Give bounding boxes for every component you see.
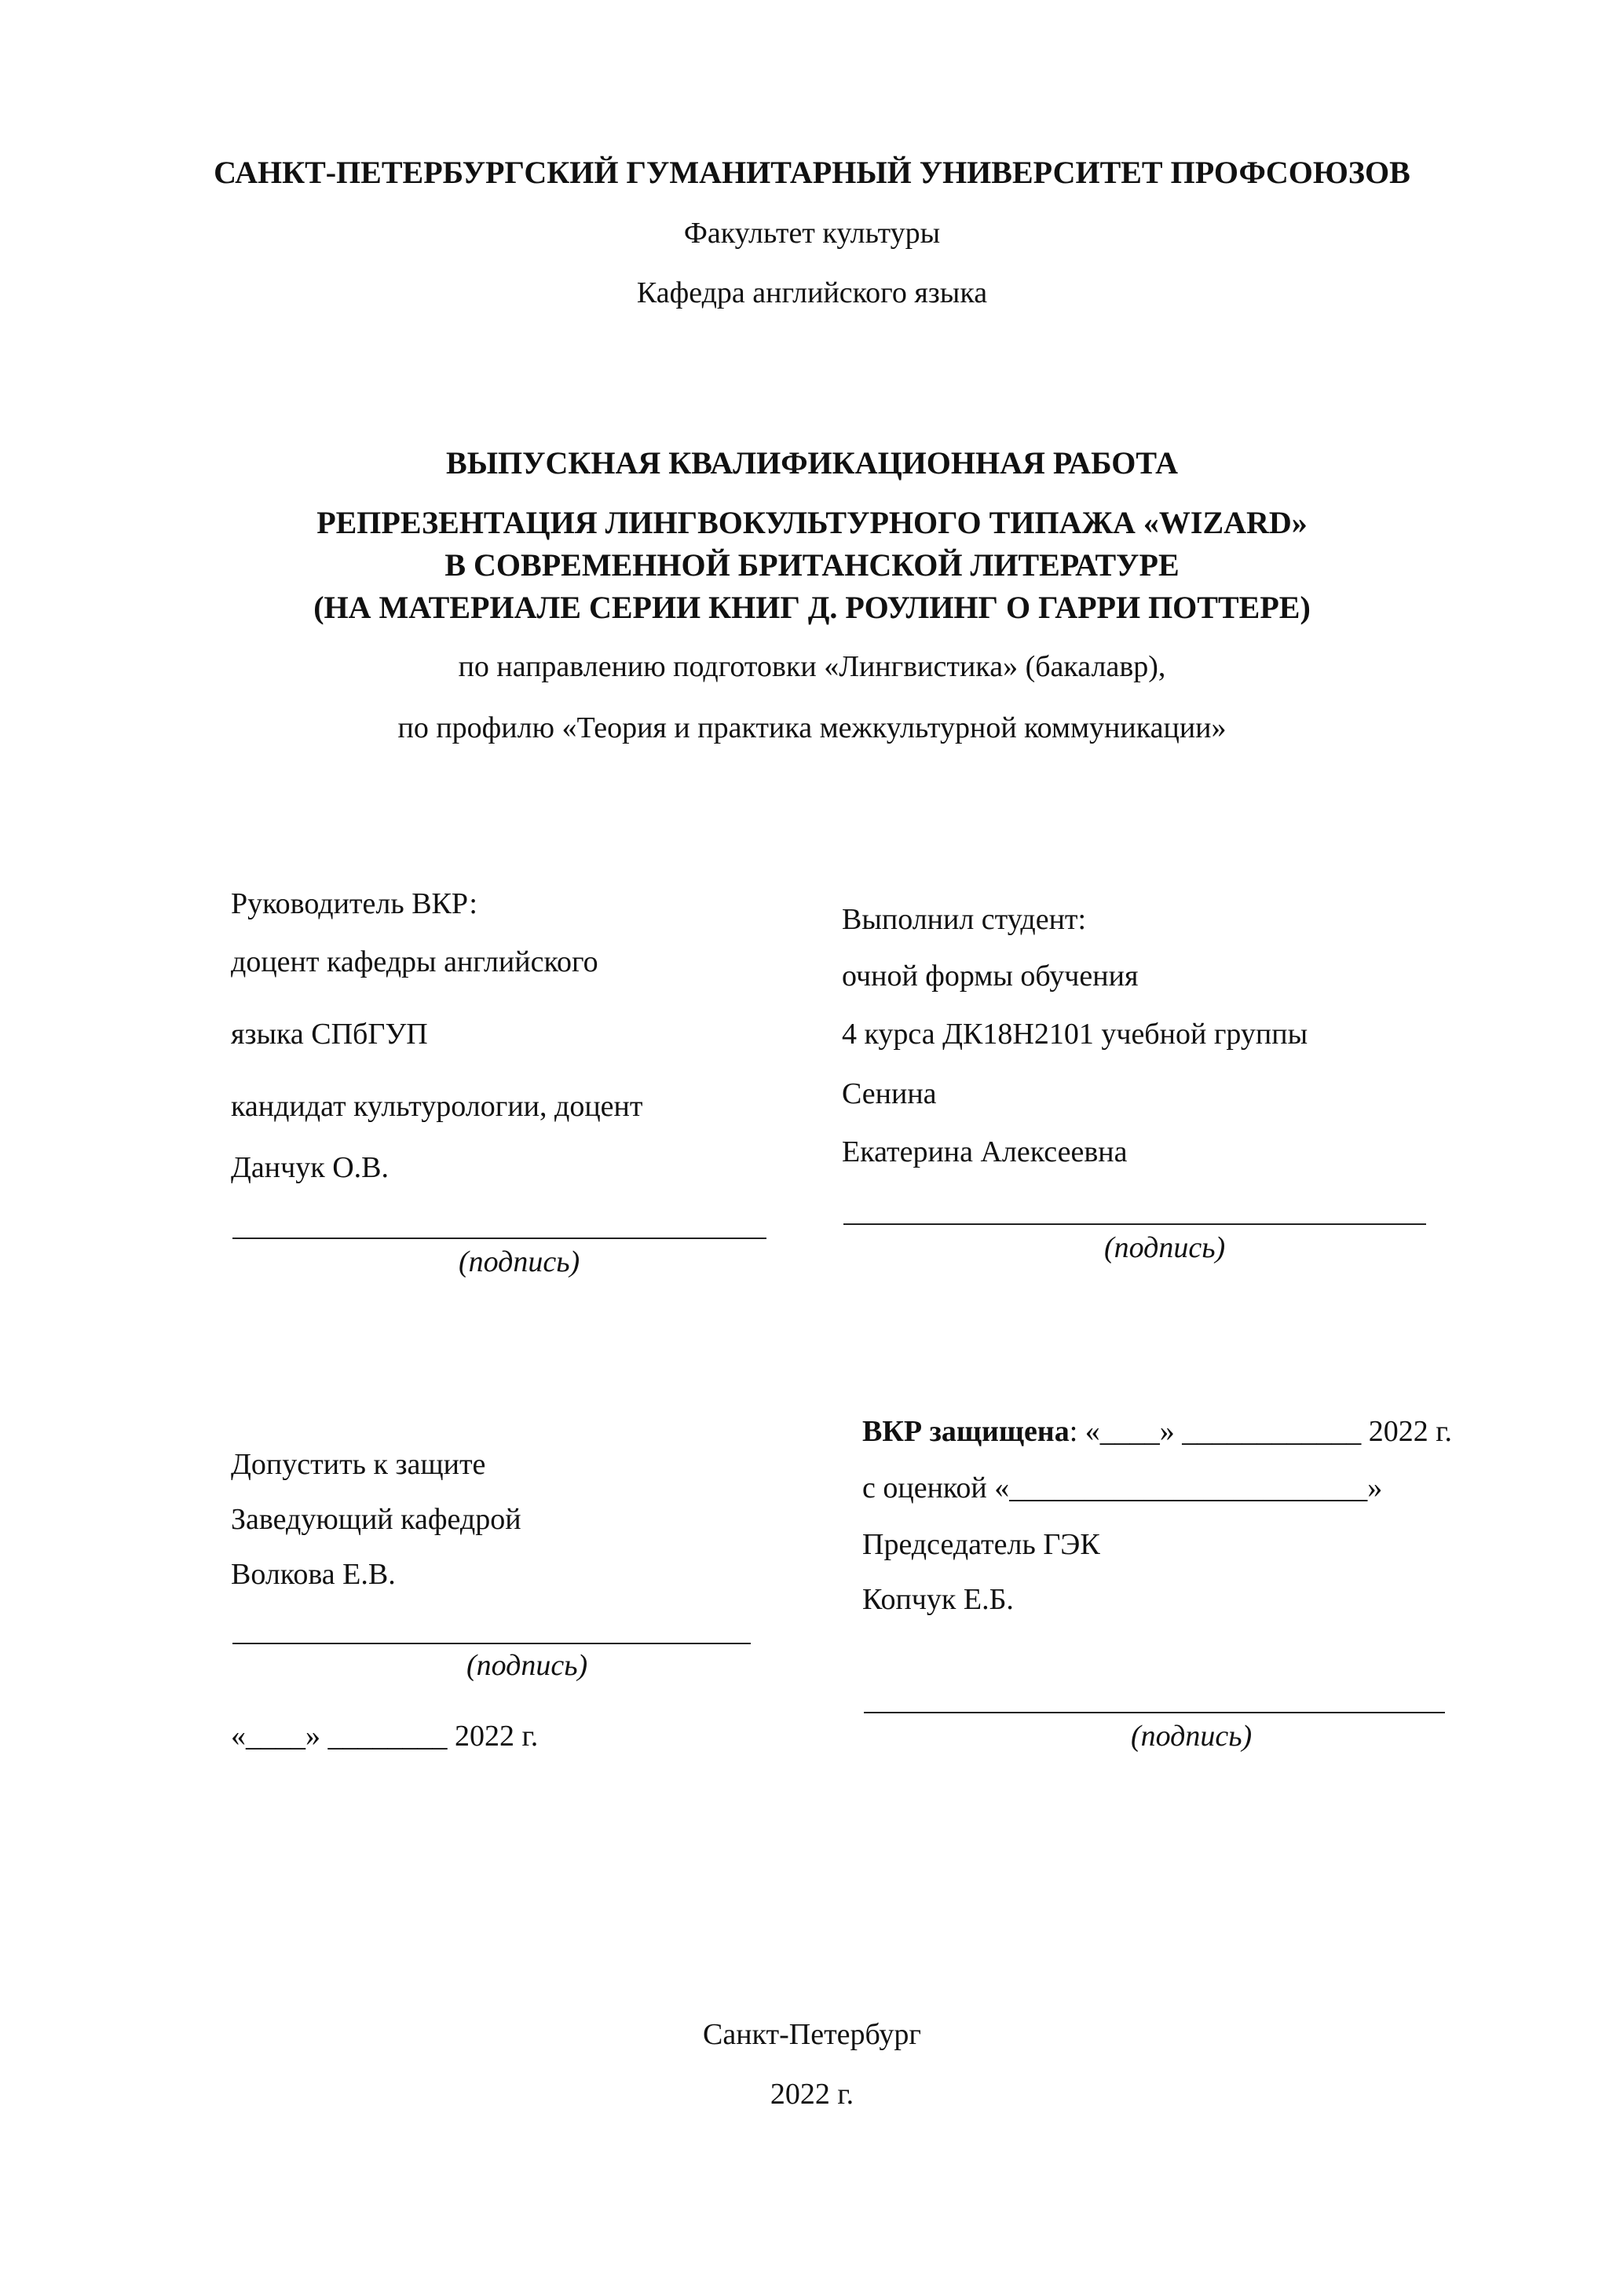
defense-status-label: ВКР защищена xyxy=(862,1415,1070,1448)
supervisor-heading: Руководитель ВКР: xyxy=(231,887,477,920)
department-name: Кафедра английского языка xyxy=(636,276,988,309)
admission-line2: Заведующий кафедрой xyxy=(231,1503,521,1536)
supervisor-name: Данчук О.В. xyxy=(231,1151,389,1184)
gek-signature-line xyxy=(864,1712,1445,1713)
thesis-title-line3: (НА МАТЕРИАЛЕ СЕРИИ КНИГ Д. РОУЛИНГ О ГАРРИ ПОТТЕРЕ) xyxy=(313,590,1311,625)
supervisor-position-line1: доцент кафедры английского xyxy=(231,945,598,978)
student-signature-label: (подпись) xyxy=(1104,1231,1226,1264)
admission-line1: Допустить к защите xyxy=(231,1448,486,1481)
gek-chair-title: Председатель ГЭК xyxy=(862,1528,1100,1561)
admission-date-month: ________ xyxy=(327,1720,448,1753)
work-type: ВЫПУСКНАЯ КВАЛИФИКАЦИОННАЯ РАБОТА xyxy=(446,445,1178,481)
student-signature-line xyxy=(843,1223,1426,1225)
admission-date xyxy=(231,1718,538,1754)
head-signature-label: (подпись) xyxy=(466,1649,588,1682)
study-direction: по направлению подготовки «Лингвистика» (бакалавр), xyxy=(458,650,1166,683)
supervisor-signature-label: (подпись) xyxy=(459,1245,580,1278)
defense-status-date: : «____» ____________ 2022 г. xyxy=(1069,1415,1453,1448)
footer-year: 2022 г. xyxy=(770,2078,854,2111)
study-profile: по профилю «Теория и практика межкультурной коммуникации» xyxy=(397,711,1227,744)
head-of-department-name: Волкова Е.В. xyxy=(231,1558,396,1591)
defense-grade: с оценкой «________________________» xyxy=(862,1472,1383,1504)
gek-signature-label: (подпись) xyxy=(1131,1720,1253,1753)
student-course-group: 4 курса ДК18Н2101 учебной группы xyxy=(842,1018,1308,1051)
supervisor-degree: кандидат культурологии, доцент xyxy=(231,1090,643,1123)
faculty-name: Факультет культуры xyxy=(683,217,941,250)
supervisor-signature-line xyxy=(232,1238,766,1239)
student-given-names: Екатерина Алексеевна xyxy=(842,1135,1128,1168)
university-name: САНКТ-ПЕТЕРБУРГСКИЙ ГУМАНИТАРНЫЙ УНИВЕРСИТЕТ ПРОФСОЮЗОВ xyxy=(214,155,1410,190)
student-heading: Выполнил студент: xyxy=(842,903,1087,936)
admission-date-day: «____» xyxy=(231,1720,320,1753)
supervisor-position-line2: языка СПбГУП xyxy=(231,1018,428,1051)
gek-chair-name: Копчук Е.Б. xyxy=(862,1583,1014,1616)
defense-status xyxy=(862,1413,1452,1450)
footer-city: Санкт-Петербург xyxy=(702,2018,922,2051)
student-surname: Сенина xyxy=(842,1077,937,1110)
thesis-title-line1: РЕПРЕЗЕНТАЦИЯ ЛИНГВОКУЛЬТУРНОГО ТИПАЖА «WIZARD» xyxy=(316,505,1308,540)
thesis-title-line2: В СОВРЕМЕННОЙ БРИТАНСКОЙ ЛИТЕРАТУРЕ xyxy=(444,547,1180,583)
student-study-form: очной формы обучения xyxy=(842,960,1139,993)
admission-date-year: 2022 г. xyxy=(455,1720,539,1753)
head-signature-line xyxy=(232,1643,751,1644)
